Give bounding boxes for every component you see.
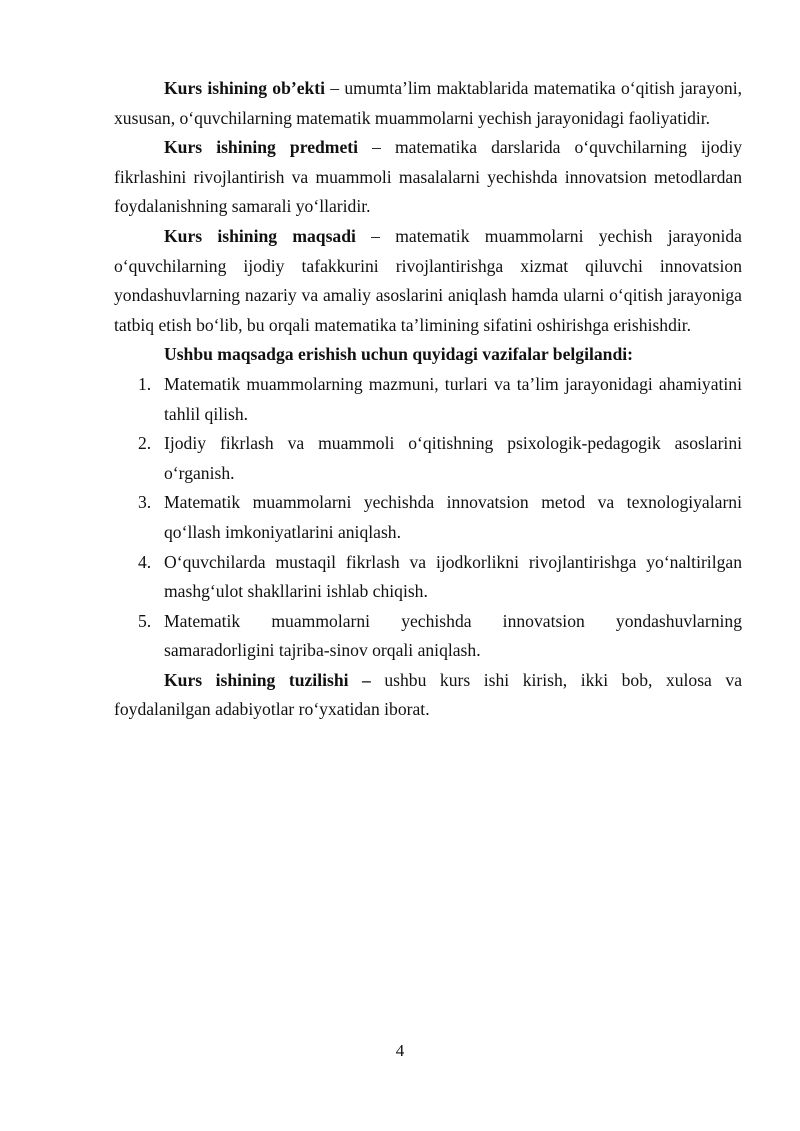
subject-term: Kurs ishining predmeti	[164, 137, 359, 158]
list-item-text: Ijodiy fikrlash va muammoli o‘qitishning psixologik-pedagogik asoslarini o‘rganish.	[164, 433, 742, 483]
object-term: Kurs ishining ob’ekti	[164, 78, 326, 98]
list-item	[114, 488, 742, 547]
subject-text: – matematika darslarida o‘quvchilarning ijodiy fikrlashini rivojlantirish va muammoli masalalarni yechishda innovatsion metodlardan foydalanishning samarali yo‘llaridir.	[114, 137, 742, 217]
list-item-text: Matematik muammolarning mazmuni, turlari va ta’lim jarayonidagi ahamiyatini tahlil qilish.	[164, 373, 742, 424]
structure-text: ushbu kurs ishi kirish, ikki bob, xulosa va foydalanilgan adabiyotlar ro‘yxatidan iborat.	[114, 669, 742, 720]
tasks-heading: Ushbu maqsadga erishish uchun quyidagi vazifalar belgilandi:	[164, 344, 633, 365]
list-item-number: 1.	[138, 373, 152, 394]
subject-paragraph	[114, 133, 742, 222]
list-item-number: 5.	[138, 610, 152, 631]
list-item-text: Matematik muammolarni yechishda innovatsion metod va texnologiyalarni qo‘llash imkoniyatlarini aniqlash.	[164, 492, 742, 542]
list-item-number: 3.	[138, 492, 152, 513]
list-item	[114, 607, 742, 666]
object-paragraph	[114, 74, 742, 133]
list-item-text: Matematik muammolarni yechishda innovatsion yondashuvlarning samaradorligini tajriba-sinov orqali aniqlash.	[164, 610, 742, 661]
document-page	[114, 74, 742, 725]
list-item	[114, 548, 742, 607]
structure-paragraph	[114, 666, 742, 725]
list-item-number: 2.	[138, 433, 152, 454]
page-number: 4	[395, 1041, 405, 1060]
goal-text: – matematik muammolarni yechish jarayonida o‘quvchilarning ijodiy tafakkurini rivojlantirishga xizmat qiluvchi innovatsion yondashuvlarning nazariy va amaliy asoslarini aniqlash hamda ularni o‘qitish jarayoniga tatbiq etish bo‘lib, bu orqali matematika ta’limining sifatini oshirishga erishishdir.	[114, 225, 742, 335]
list-item	[114, 429, 742, 488]
list-item	[114, 370, 742, 429]
list-item-text: O‘quvchilarda mustaqil fikrlash va ijodkorlikni rivojlantirishga yo‘naltirilgan mashg‘ulot shakllarini ishlab chiqish.	[164, 551, 742, 602]
structure-term: Kurs ishining tuzilishi –	[164, 669, 371, 690]
object-text: – umumta’lim maktablarida matematika o‘qitish jarayoni, xususan, o‘quvchilarning matematik muammolarni yechish jarayonidagi faoliyatidir.	[114, 78, 742, 128]
goal-paragraph	[114, 222, 742, 340]
tasks-list	[114, 370, 742, 666]
list-item-number: 4.	[138, 551, 152, 572]
goal-term: Kurs ishining maqsadi	[164, 225, 356, 246]
